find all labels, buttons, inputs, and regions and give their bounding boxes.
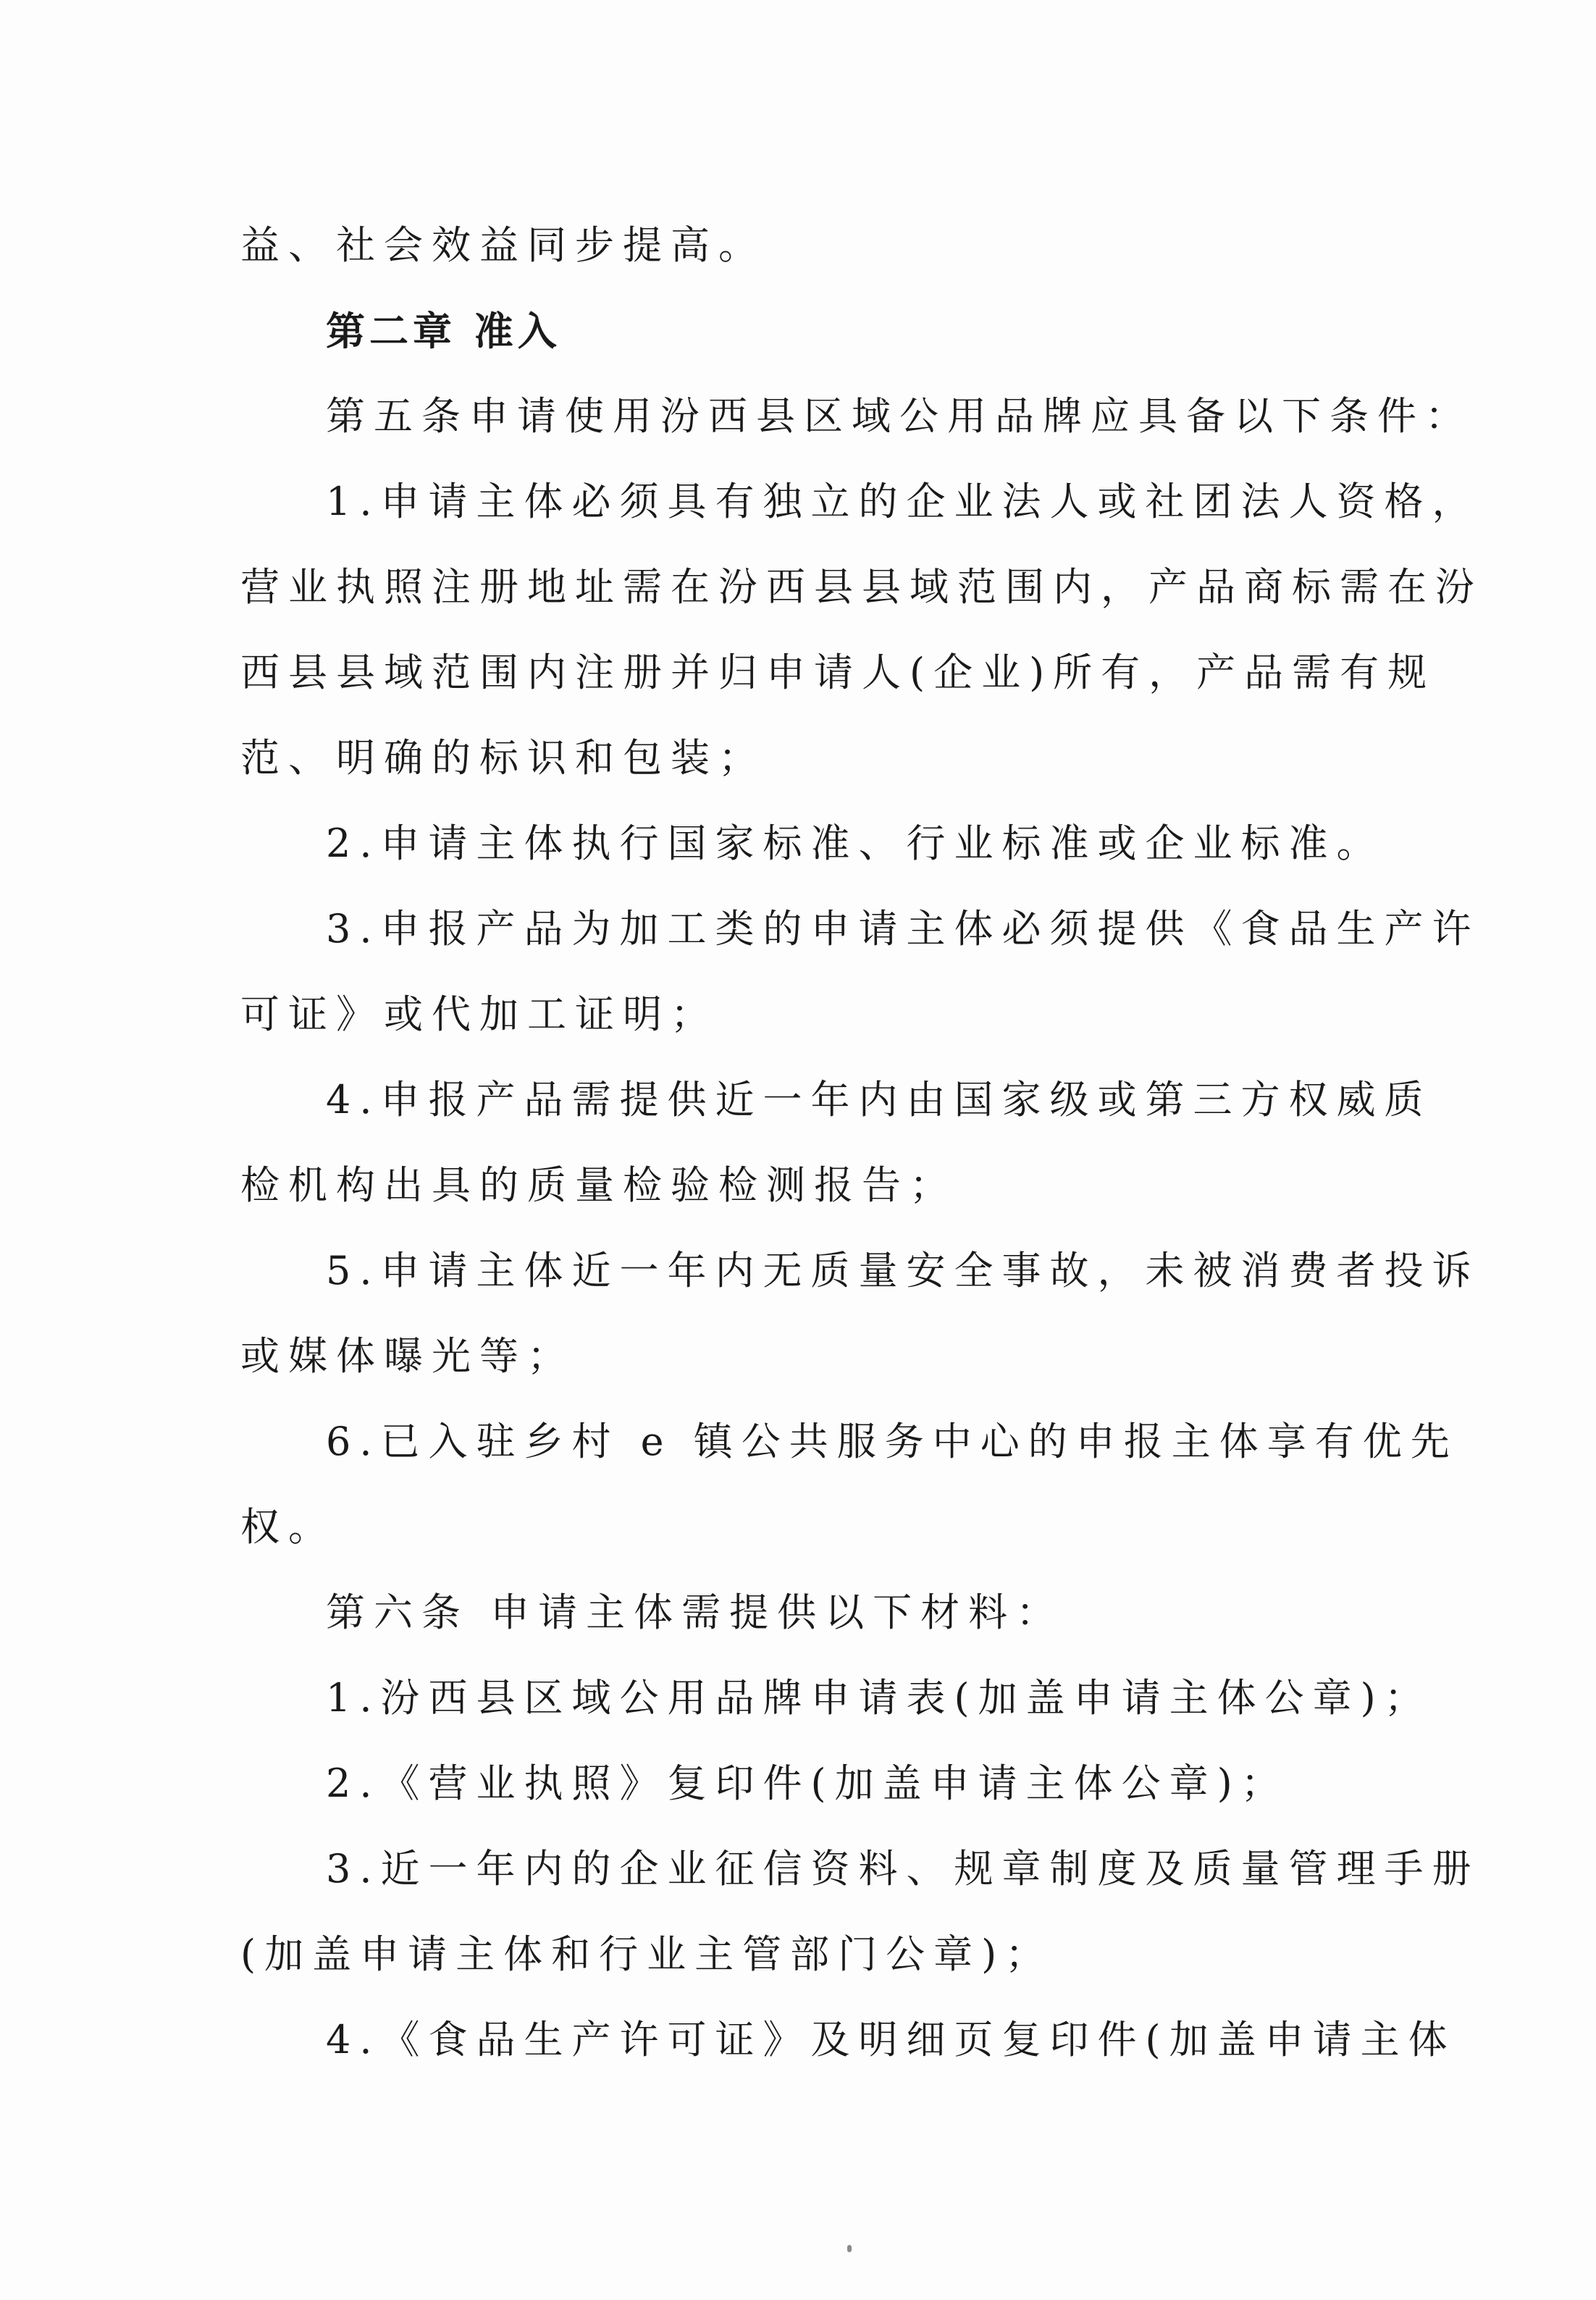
article-5-item-1-line-2: 营业执照注册地址需在汾西县县域范围内，产品商标需在汾: [240, 564, 1483, 610]
article-5-item-5-line-2: 或媒体曝光等；: [240, 1333, 575, 1379]
article-5-item-4-line-2: 检机构出具的质量检验检测报告；: [240, 1162, 957, 1208]
article-6-item-1: 1.汾西县区域公用品牌申请表(加盖申请主体公章)；: [326, 1675, 1432, 1721]
document-body: [240, 203, 1483, 2083]
article-6-item-4-line-1: 4.《食品生产许可证》及明细页复印件(加盖申请主体: [326, 2017, 1456, 2062]
chapter-heading: 第二章 准入: [326, 308, 561, 354]
article-5-item-4-line-1: 4.申报产品需提供近一年内由国家级或第三方权威质: [326, 1077, 1432, 1122]
article-5-item-1-line-4: 范、明确的标识和包装；: [240, 735, 766, 781]
scan-speck: [847, 2245, 852, 2252]
article-5-item-3-line-1: 3.申报产品为加工类的申请主体必须提供《食品生产许: [326, 906, 1480, 952]
article-6-item-2: 2.《营业执照》复印件(加盖申请主体公章)；: [326, 1760, 1289, 1806]
article-5-item-1-line-1: 1.申请主体必须具有独立的企业法人或社团法人资格，: [326, 479, 1480, 524]
article-5-item-1-line-3: 西县县域范围内注册并归申请人(企业)所有，产品需有规: [240, 650, 1436, 695]
article-5-item-5-line-1: 5.申请主体近一年内无质量安全事故，未被消费者投诉: [326, 1248, 1480, 1293]
article-5-item-3-line-2: 可证》或代加工证明；: [240, 991, 718, 1037]
article-5-item-6-line-1: 6.已入驻乡村 e 镇公共服务中心的申报主体享有优先: [326, 1419, 1458, 1464]
text-line-1: 益、社会效益同步提高。: [240, 222, 766, 268]
article-6-item-3-line-2: (加盖申请主体和行业主管部门公章)；: [240, 1931, 1054, 1977]
article-6-title: 第六条 申请主体需提供以下材料：: [326, 1590, 1064, 1635]
article-5-item-2: 2.申请主体执行国家标准、行业标准或企业标准。: [326, 820, 1385, 866]
article-5-item-6-line-2: 权。: [240, 1504, 336, 1550]
article-5-title: 第五条申请使用汾西县区域公用品牌应具备以下条件：: [326, 393, 1473, 439]
article-6-item-3-line-1: 3.近一年内的企业征信资料、规章制度及质量管理手册: [326, 1846, 1480, 1892]
